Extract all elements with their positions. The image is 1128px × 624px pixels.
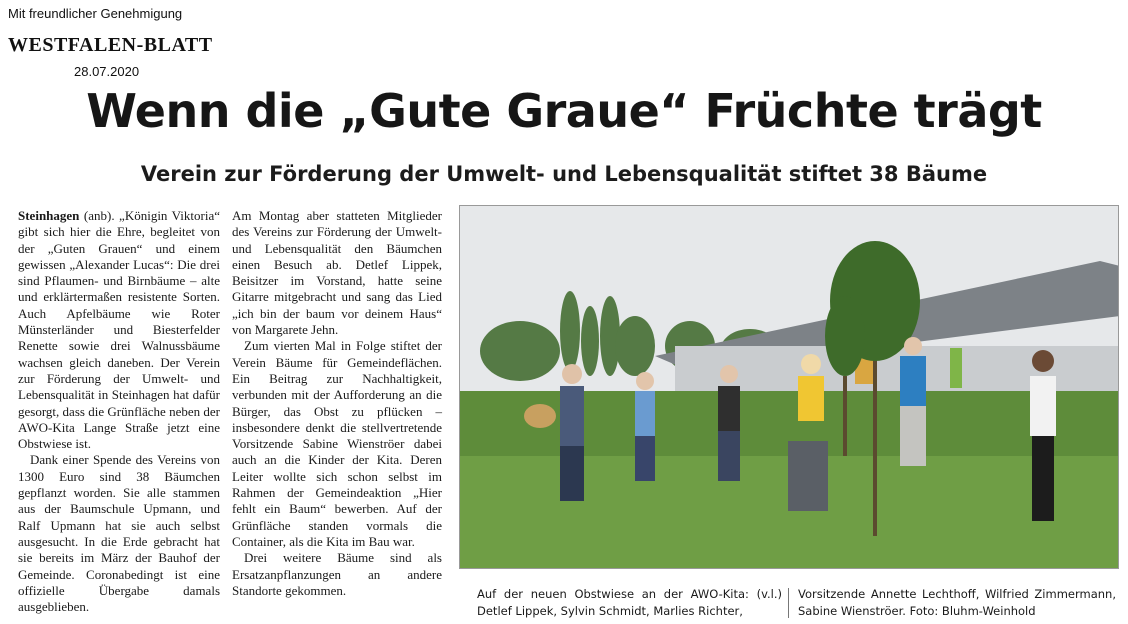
photo-caption-left: Auf der neuen Obstwiese an der AWO-Kita: (v.l.) Detlef Lippek, Sylvin Schmidt, Marlies Richter, — [477, 587, 782, 618]
paragraph-text: (anb). „Königin Viktoria“ gibt sich hier die Ehre, begleitet von der „Guten Grauen“ und einem gewissen „Alexander Lucas“: Die drei sind Pflaumen- und Birnbäume – alte und erklärtermaßen resistente Sorten. Auch Apfelbäume wie Roter Münsterländer und Biesterfelder Renette sowie drei Walnussbäume wachsen gleich daneben. Der Verein zur Förderung der Umwelt- und Lebensqualität in Steinhagen hat dafür gesorgt, dass die Grünfläche neben der AWO-Kita Lange Straße jetzt eine Obstwiese ist. — [18, 208, 220, 452]
publication-date: 28.07.2020 — [74, 64, 140, 79]
location-label: Steinhagen — [18, 208, 80, 223]
article-paragraph: Dank einer Spende des Vereins von 1300 Euro sind 38 Bäumchen gepflanzt worden. Sie alle stammen aus der Baumschule Upmann, und Ralf Upmann hat sie auch selbst ausgesucht. In die Erde gebracht hat sie bereits im März der Bauhof der Gemeinde. Coronabedingt ist eine offizielle Übergabe damals ausgeblieben. — [18, 452, 220, 615]
article-column-1 — [18, 208, 220, 615]
masthead: WESTFALEN-BLATT — [8, 34, 213, 56]
subheadline: Verein zur Förderung der Umwelt- und Lebensqualität stiftet 38 Bäume — [140, 162, 988, 186]
article-column-2 — [232, 208, 442, 599]
article-paragraph: Am Montag aber statteten Mitglieder des Vereins zur Förderung der Umwelt- und Lebensqualität den Bäumchen einen Besuch ab. Detlef Lippek, Beisitzer im Vorstand, hatte seine Gitarre mitgebracht und sang das Lied „ich bin der baum vor deinem Haus“ von Margarete Jehn. — [232, 208, 442, 338]
headline: Wenn die „Gute Graue“ Früchte trägt — [86, 84, 1042, 138]
caption-divider — [788, 588, 789, 618]
article-paragraph: Drei weitere Bäume sind als Ersatzanpflanzungen an andere Standorte gekommen. — [232, 550, 442, 598]
photo-caption-right: Vorsitzende Annette Lechthoff, Wilfried Zimmermann, Sabine Wienströer. Foto: Bluhm-Weinhold — [798, 587, 1116, 618]
article-paragraph — [18, 208, 220, 452]
article-paragraph: Zum vierten Mal in Folge stiftet der Verein Bäume für Gemeindeflächen. Ein Beitrag zur Nachhaltigkeit, verbunden mit der Aufforderung an die Bürger, das Obst zu pflücken – insbesondere denkt die stellvertretende Vorsitzende Sabine Wienströer dabei auch an die Kinder der Kita. Deren Leiter wollte sich schon selbst im Rahmen der Gemeindeaktion „Hier fehlt ein Baum“ bewerben. Auf der Grünfläche standen vormals die Container, als die Kita im Bau war. — [232, 338, 442, 549]
photo-group-icon — [460, 206, 1119, 569]
permission-note: Mit freundlicher Genehmigung — [8, 6, 183, 21]
article-photo — [459, 205, 1119, 569]
